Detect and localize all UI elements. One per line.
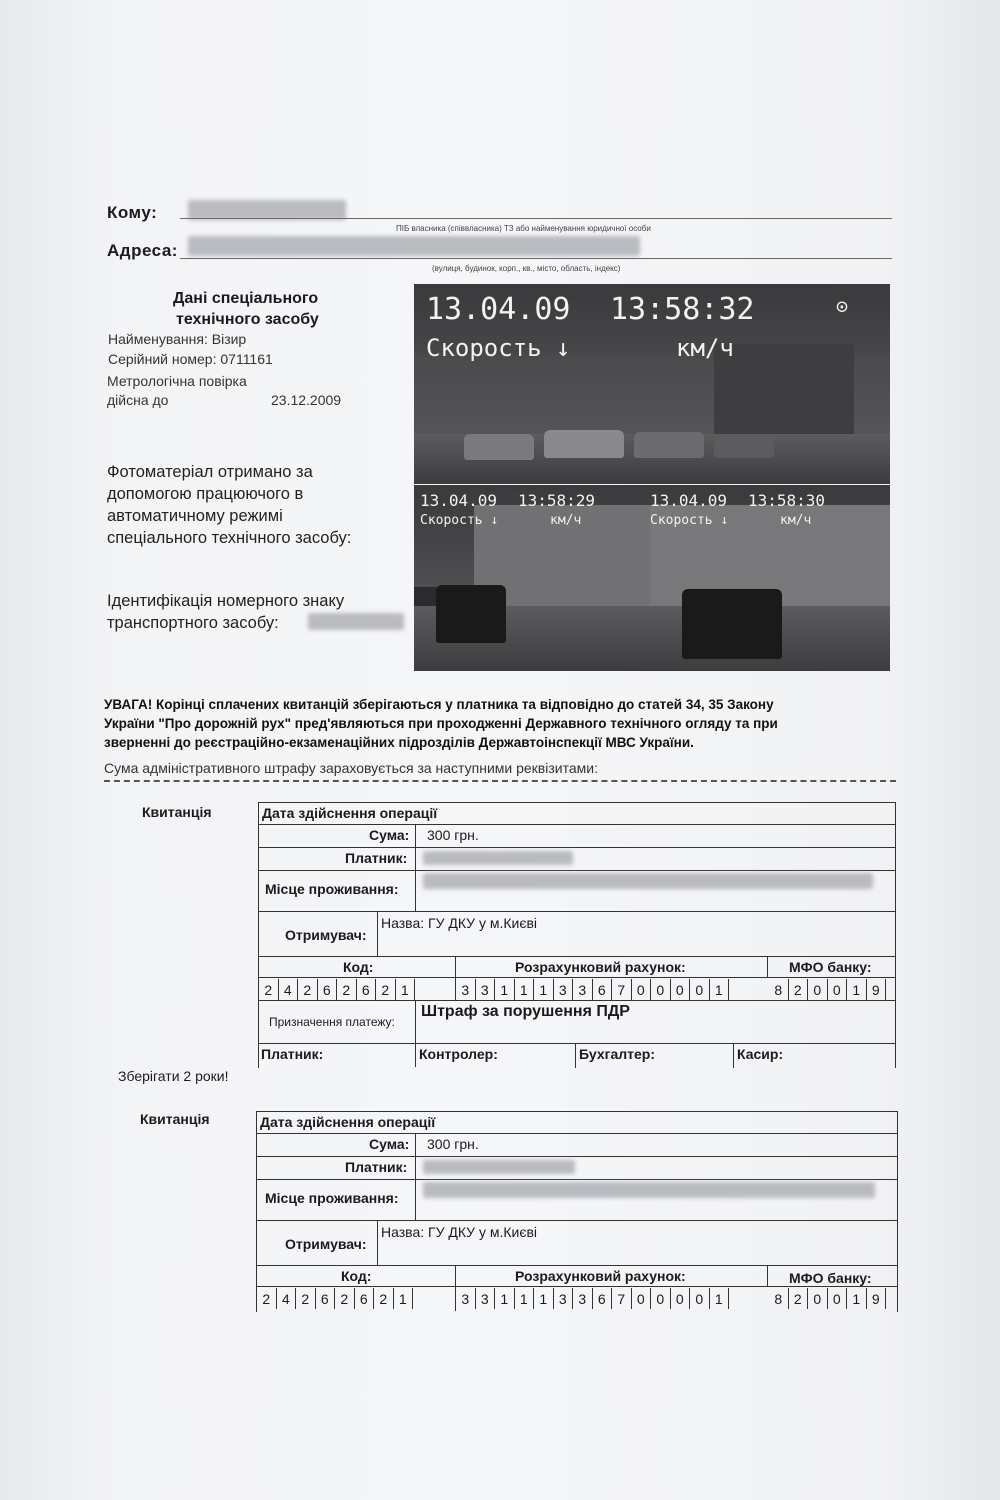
device-verification-line2: дійсна до: [107, 392, 169, 408]
receipt1-code-digits: [259, 979, 415, 1000]
receipt1-code-digit-6: 2: [376, 979, 396, 1000]
receipt1-account-digit-4: 1: [534, 979, 554, 1000]
right-camera-photo: [650, 485, 890, 671]
right-osd-date: 13.04.09: [650, 491, 728, 510]
photo-statement: [107, 461, 351, 549]
receipt2-code-digit-0: 2: [257, 1288, 277, 1309]
receipt2-mfo-digit-2: 0: [808, 1288, 828, 1309]
receipt1-date-op: Дата здійснення операції: [262, 805, 438, 821]
receipt1-payer-label: Платник:: [345, 850, 408, 866]
receipt1-account-digit-6: 3: [573, 979, 593, 1000]
receipt1-table: [258, 802, 896, 1068]
receipt1-mfo-label: МФО банку:: [789, 959, 872, 975]
receipt2-label: Квитанція: [140, 1111, 210, 1127]
plate-identification-line1: Ідентифікація номерного знаку: [107, 592, 345, 610]
receipt2-account-digit-12: 0: [690, 1288, 710, 1309]
receipt1-sum-value: 300 грн.: [427, 827, 479, 843]
receipt2-mfo-digit-5: 9: [867, 1288, 887, 1309]
right-osd-unit: км/ч: [780, 513, 812, 528]
keep-note: Зберігати 2 роки!: [118, 1068, 229, 1084]
receipt2-account-digit-8: 7: [612, 1288, 632, 1309]
receipt2-date-op: Дата здійснення операції: [260, 1114, 436, 1130]
receipt2-table: [256, 1111, 898, 1312]
left-osd-time: 13:58:29: [518, 491, 596, 510]
plate-identification-line2: транспортного засобу:: [107, 614, 279, 632]
receipt2-account-digit-7: 6: [593, 1288, 613, 1309]
receipt2-account-digit-9: 0: [632, 1288, 652, 1309]
receipt1-redacted-payer: [423, 851, 573, 865]
receipt1-name-value: Назва: ГУ ДКУ у м.Києві: [381, 915, 538, 931]
receipt1-recipient-label: Отримувач:: [285, 927, 367, 943]
receipt2-account-digit-11: 0: [671, 1288, 691, 1309]
receipt1-mfo-digit-1: 2: [789, 979, 809, 1000]
redacted-plate: [308, 613, 404, 630]
redacted-address: [188, 236, 640, 256]
receipt2-code-digit-3: 6: [316, 1288, 336, 1309]
main-osd-unit: км/ч: [676, 334, 734, 362]
address-underline: [180, 258, 892, 259]
receipt2-account-digit-1: 3: [476, 1288, 496, 1309]
warning-line2: України "Про дорожній рух" пред'являються при проходженні Державного технічного огляду та при: [104, 716, 778, 731]
receipt1-sig-controller: Контролер:: [419, 1046, 498, 1062]
receipt2-account-digit-13: 1: [710, 1288, 730, 1309]
receipt2-account-digit-5: 3: [554, 1288, 574, 1309]
device-title-line1: Дані спеціального: [173, 290, 319, 307]
receipt2-account-digit-0: 3: [456, 1288, 476, 1309]
receipt1-mfo-digit-3: 0: [828, 979, 848, 1000]
warning-line3: зверненні до реєстраційно-екзаменаційних підрозділів Державтоінспекції МВС України.: [104, 735, 694, 750]
device-name: Найменування: Візир: [108, 331, 247, 347]
receipt2-name-value: Назва: ГУ ДКУ у м.Києві: [381, 1224, 538, 1240]
receipt2-code-digit-1: 4: [277, 1288, 297, 1309]
receipt2-code-digit-2: 2: [296, 1288, 316, 1309]
receipt1-label: Квитанція: [142, 804, 212, 820]
address-caption: (вулиця, будинок, корп., кв., місто, область, індекс): [432, 264, 621, 273]
right-osd-time: 13:58:30: [748, 491, 826, 510]
requisites-note: Сума адміністративного штрафу зараховується за наступними реквізитами:: [104, 760, 598, 776]
photo-statement-line3: автоматичному режимі: [107, 507, 283, 525]
receipt1-code-label: Код:: [343, 959, 374, 975]
redacted-recipient-name: [188, 200, 346, 220]
receipt1-code-digit-2: 2: [298, 979, 318, 1000]
receipt2-code-digit-5: 6: [355, 1288, 375, 1309]
receipt2-mfo-digit-0: 8: [769, 1288, 789, 1309]
receipt2-payer-label: Платник:: [345, 1159, 408, 1175]
main-osd-speed-label: Скорость ↓: [426, 334, 571, 362]
to-caption: ПІБ власника (співвласника) ТЗ або найменування юридичної особи: [396, 224, 651, 233]
receipt1-account-digit-11: 0: [671, 979, 691, 1000]
receipt1-code-digit-4: 2: [337, 979, 357, 1000]
receipt2-account-digit-10: 0: [651, 1288, 671, 1309]
receipt2-code-digit-4: 2: [335, 1288, 355, 1309]
receipt1-code-digit-5: 6: [357, 979, 377, 1000]
to-label: Кому:: [107, 203, 158, 222]
receipt1-residence-label: Місце проживання:: [265, 881, 399, 897]
receipt2-code-digit-6: 2: [374, 1288, 394, 1309]
photo-statement-line4: спеціального технічного засобу:: [107, 529, 352, 547]
address-label: Адреса:: [107, 241, 178, 260]
receipt2-recipient-label: Отримувач:: [285, 1236, 367, 1252]
device-serial: Серійний номер: 0711161: [108, 351, 273, 367]
receipt1-account-digit-8: 7: [612, 979, 632, 1000]
receipt1-mfo-digit-2: 0: [808, 979, 828, 1000]
receipt1-sig-cashier: Касир:: [737, 1046, 784, 1062]
device-verification-line1: Метрологічна повірка: [107, 373, 247, 389]
receipt2-residence-label: Місце проживання:: [265, 1190, 399, 1206]
receipt1-mfo-digit-0: 8: [769, 979, 789, 1000]
receipt2-account-digits: [456, 1288, 729, 1309]
photo-statement-line2: допомогою працюючого в: [107, 485, 304, 503]
receipt1-account-digit-10: 0: [651, 979, 671, 1000]
receipt2-sum-value: 300 грн.: [427, 1136, 479, 1152]
device-title-line2: технічного засобу: [176, 311, 319, 328]
receipt1-purpose-value: Штраф за порушення ПДР: [421, 1003, 630, 1020]
receipt2-sum-label: Сума:: [369, 1136, 410, 1152]
receipt1-purpose-label: Призначення платежу:: [269, 1015, 395, 1029]
right-osd-speed-label: Скорость ↓: [650, 513, 729, 528]
receipt2-redacted-payer: [423, 1160, 575, 1174]
left-camera-photo: [414, 485, 650, 671]
left-osd-unit: км/ч: [550, 513, 582, 528]
receipt1-account-digit-9: 0: [632, 979, 652, 1000]
warning-block: [104, 695, 904, 752]
receipt1-account-digit-12: 0: [690, 979, 710, 1000]
receipt1-account-label: Розрахунковий рахунок:: [515, 959, 686, 975]
receipt1-code-digit-0: 2: [259, 979, 279, 1000]
receipt1-account-digit-7: 6: [593, 979, 613, 1000]
receipt1-account-digit-2: 1: [495, 979, 515, 1000]
receipt2-code-digits: [257, 1288, 413, 1309]
receipt2-mfo-digit-4: 1: [847, 1288, 867, 1309]
receipt1-sum-label: Сума:: [369, 827, 410, 843]
photo-statement-line1: Фотоматеріал отримано за: [107, 463, 313, 481]
receipt2-mfo-digits: [769, 1288, 886, 1309]
receipt1-code-digit-1: 4: [279, 979, 299, 1000]
receipt2-account-digit-4: 1: [534, 1288, 554, 1309]
receipt2-mfo-digit-3: 0: [828, 1288, 848, 1309]
receipt2-code-label: Код:: [341, 1268, 372, 1284]
camera-icon: ⊙: [836, 294, 849, 318]
to-underline: [180, 218, 892, 219]
receipt1-account-digit-1: 3: [476, 979, 496, 1000]
receipt1-sig-accountant: Бухгалтер:: [579, 1046, 655, 1062]
receipt1-mfo-digit-4: 1: [847, 979, 867, 1000]
receipt2-code-digit-7: 1: [394, 1288, 414, 1309]
receipt1-mfo-digits: [769, 979, 886, 1000]
main-camera-photo: [414, 284, 890, 484]
warning-line1: УВАГА! Корінці сплачених квитанцій зберігаються у платника та відповідно до статей 34, 35 Закону: [104, 697, 774, 712]
receipt1-code-digit-7: 1: [396, 979, 416, 1000]
receipt1-redacted-residence: [423, 873, 873, 889]
receipt2-account-digit-2: 1: [495, 1288, 515, 1309]
receipt2-mfo-label: МФО банку:: [789, 1270, 872, 1286]
receipt1-sig-payer: Платник:: [261, 1046, 324, 1062]
main-osd-date: 13.04.09: [426, 292, 571, 327]
main-osd-time: 13:58:32: [610, 292, 755, 327]
receipt2-redacted-residence: [423, 1182, 875, 1198]
receipt1-account-digit-13: 1: [710, 979, 730, 1000]
receipt2-account-digit-3: 1: [515, 1288, 535, 1309]
receipt1-account-digits: [456, 979, 729, 1000]
left-osd-speed-label: Скорость ↓: [420, 513, 499, 528]
cut-line: [104, 780, 896, 782]
device-verification-date: 23.12.2009: [271, 392, 342, 408]
receipt2-mfo-digit-1: 2: [789, 1288, 809, 1309]
left-osd-date: 13.04.09: [420, 491, 498, 510]
receipt1-account-digit-5: 3: [554, 979, 574, 1000]
receipt1-mfo-digit-5: 9: [867, 979, 887, 1000]
receipt2-account-digit-6: 3: [573, 1288, 593, 1309]
receipt2-account-label: Розрахунковий рахунок:: [515, 1268, 686, 1284]
receipt1-code-digit-3: 6: [318, 979, 338, 1000]
receipt1-account-digit-0: 3: [456, 979, 476, 1000]
receipt1-account-digit-3: 1: [515, 979, 535, 1000]
